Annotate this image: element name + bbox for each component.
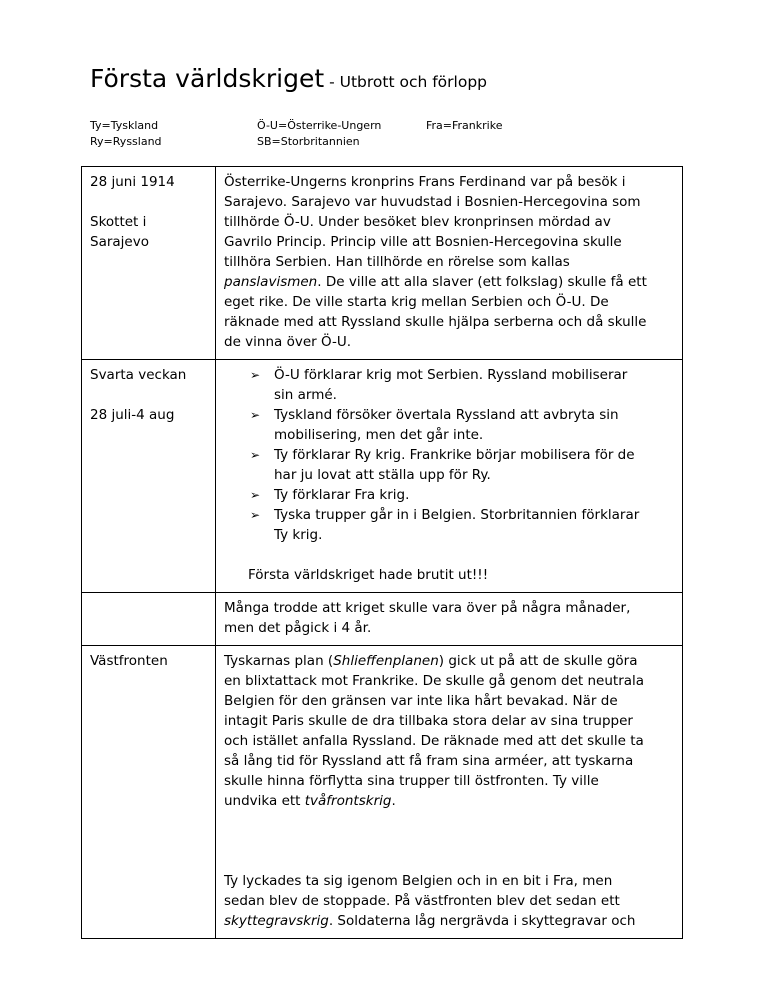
row-content-cell: [216, 360, 683, 593]
row-label-cell: [82, 167, 216, 360]
page-title: [90, 64, 487, 93]
row-label: 28 juni 1914: [90, 174, 175, 190]
text-run: Ty lyckades ta sig igenom Belgien och in en bit i Fra, men sedan blev de stoppade. På västfronten blev det sedan ett: [224, 873, 620, 909]
arrow-bullet-icon: ➢: [250, 448, 261, 462]
text-run: . De ville att alla slaver (ett folkslag) skulle få ett eget rike. De ville starta krig mellan Serbien och Ö-U. De räknade med att Ryssland skulle hjälpa serberna och då skulle de vinna över Ö-U.: [224, 274, 647, 350]
row-paragraph: Många trodde att kriget skulle vara över på några månader, men det pågick i 4 år.: [224, 600, 631, 636]
list-item-text: Tyskland försöker övertala Ryssland att avbryta sin mobilisering, men det går inte.: [274, 407, 619, 443]
row-label-cell: [82, 360, 216, 593]
text-run: . Soldaterna låg nergrävda i skyttegravar och: [328, 913, 636, 929]
row-content-cell: [216, 646, 683, 939]
legend-column: [257, 118, 381, 150]
term-panslavismen: panslavismen: [224, 274, 318, 290]
row-content-cell: [216, 167, 683, 360]
arrow-bullet-icon: ➢: [250, 408, 261, 422]
row-label-cell: [82, 646, 216, 939]
list-item: [250, 365, 674, 405]
row-paragraph: [224, 172, 674, 352]
list-item-text: Ty förklarar Ry krig. Frankrike börjar mobilisera för de har ju lovat att ställa upp för Ry.: [274, 447, 635, 483]
row-label-cell: [82, 593, 216, 646]
list-item: [250, 405, 674, 445]
row-content-cell: [216, 593, 683, 646]
row-paragraph: [224, 871, 674, 931]
title-subtitle: - Utbrott och förlopp: [324, 73, 487, 91]
table-row: [82, 167, 683, 360]
text-run: Tyskarnas plan (: [224, 653, 334, 669]
list-item: [250, 485, 674, 505]
text-run: ) gick ut på att de skulle göra en blixtattack mot Frankrike. De skulle gå genom det neutrala Belgien för den gränsen var inte lika hårt bevakad. När de intagit Paris skulle de dra tillbaka stora delar av sina trupper och istället anfalla Ryssland. De räknade med att det skulle ta så lång tid för Ryssland att få fram sina arméer, att tyskarna skulle hinna förflytta sina trupper till östfronten. Ty ville undvika ett: [224, 653, 645, 809]
list-item-text: Tyska trupper går in i Belgien. Storbritannien förklarar Ty krig.: [274, 507, 640, 543]
arrow-bullet-icon: ➢: [250, 508, 261, 522]
legend-item: Ty=Tyskland: [90, 119, 159, 132]
title-main: Första världskriget: [90, 64, 325, 93]
list-item: [250, 505, 674, 545]
legend-column: [426, 118, 502, 134]
row-label: Svarta veckan: [90, 367, 187, 383]
row-label: 28 juli-4 aug: [90, 407, 175, 423]
term-skyttegravskrig: skyttegravskrig: [224, 913, 329, 929]
list-item: [250, 445, 674, 485]
term-schlieffenplan: Shlieffenplanen: [333, 653, 439, 669]
term-tvafrontskrig: tvåfrontskrig: [304, 793, 392, 809]
row-label: Västfronten: [90, 653, 168, 669]
legend-item: SB=Storbritannien: [257, 135, 360, 148]
legend-column: [90, 118, 162, 150]
arrow-bullet-icon: ➢: [250, 368, 261, 382]
event-list: [224, 365, 674, 545]
text-run: Österrike-Ungerns kronprins Frans Ferdinand var på besök i Sarajevo. Sarajevo var huvudstad i Bosnien-Hercegovina som tillhörde Ö-U. Under besöket blev kronprinsen mördad av Gavrilo Princip. Princip ville att Bosnien-Hercegovina skulle tillhöra Serbien. Han tillhörde en rörelse som kallas: [224, 174, 641, 270]
row-paragraph: [224, 651, 674, 811]
list-item-text: Ö-U förklarar krig mot Serbien. Ryssland mobiliserar sin armé.: [274, 367, 628, 403]
table-row: [82, 646, 683, 939]
row-label: Skottet i Sarajevo: [90, 214, 149, 250]
legend-item: Ö-U=Österrike-Ungern: [257, 119, 382, 132]
arrow-bullet-icon: ➢: [250, 488, 261, 502]
legend-item: Ry=Ryssland: [90, 135, 162, 148]
timeline-table: [81, 166, 683, 939]
table-row: [82, 360, 683, 593]
legend-item: Fra=Frankrike: [426, 119, 503, 132]
paragraph-gap: [224, 811, 674, 871]
text-run: .: [391, 793, 396, 809]
war-outbreak-note: Första världskriget hade brutit ut!!!: [248, 567, 489, 583]
table-row: [82, 593, 683, 646]
list-item-text: Ty förklarar Fra krig.: [274, 487, 410, 503]
